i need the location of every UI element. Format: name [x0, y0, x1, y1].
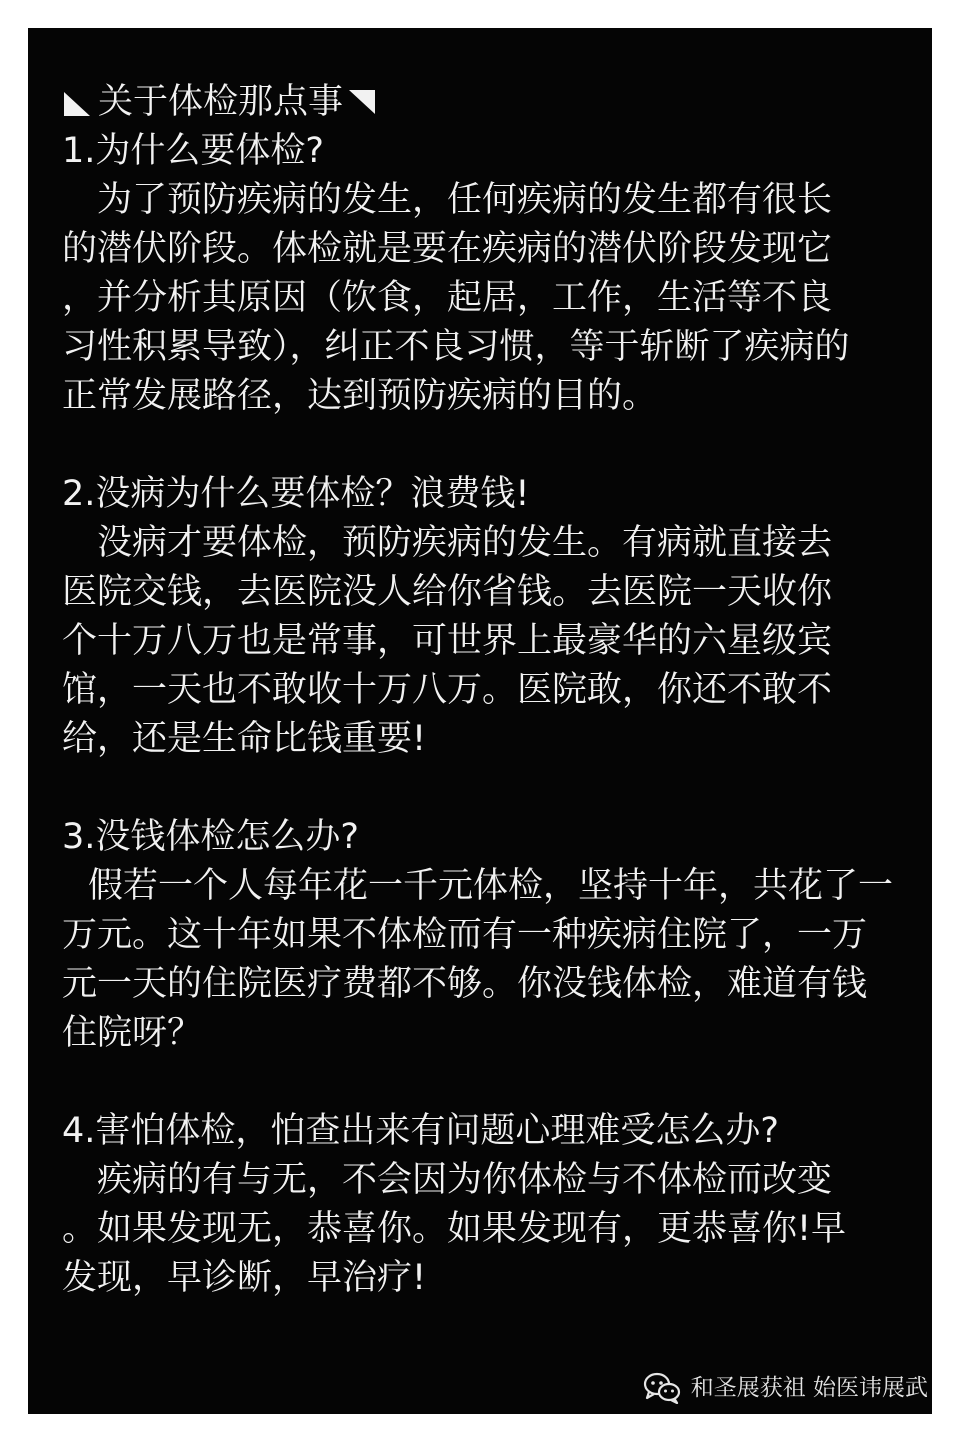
section-answer: 假若一个人每年花一千元体检，坚持十年，共花了一万元。这十年如果不体检而有一种疾病住院了，一万元一天的住院医疗费都不够。你没钱体检，难道有钱住院呀？ [62, 866, 894, 1053]
watermark [643, 1372, 928, 1404]
document-title-row [62, 78, 902, 127]
section-1 [62, 127, 902, 421]
section-question: 4.害怕体检，怕查出来有问题心理难受怎么办? [62, 1111, 779, 1151]
section-question: 3.没钱体检怎么办? [62, 817, 359, 857]
section-answer: 为了预防疾病的发生，任何疾病的发生都有很长的潜伏阶段。体检就是要在疾病的潜伏阶段发现它，并分析其原因（饮食，起居，工作，生活等不良习性积累导致），纠正不良习惯，等于斩断了疾病的正常发展路径，达到预防疾病的目的。 [62, 180, 850, 416]
document-panel [28, 28, 932, 1414]
section-answer: 没病才要体检，预防疾病的发生。有病就直接去医院交钱，去医院没人给你省钱。去医院一天收你个十万八万也是常事，可世界上最豪华的六星级宾馆，一天也不敢收十万八万。医院敢，你还不敢不给，还是生命比钱重要! [62, 523, 833, 759]
document-title: 关于体检那点事 [98, 82, 344, 122]
bottom-left-corner-triangle-icon [62, 88, 92, 118]
section-2 [62, 470, 902, 764]
top-right-corner-triangle-icon [347, 88, 377, 118]
section-answer: 疾病的有与无，不会因为你体检与不体检而改变。如果发现无，恭喜你。如果发现有，更恭喜你!早发现，早诊断，早治疗! [62, 1160, 847, 1298]
watermark-text: 和圣展获祖 始医讳展武 [690, 1375, 928, 1401]
section-3 [62, 813, 902, 1058]
wechat-icon [643, 1372, 681, 1404]
section-question: 1.为什么要体检? [62, 131, 324, 171]
section-question: 2.没病为什么要体检？浪费钱! [62, 474, 530, 514]
section-4 [62, 1107, 902, 1303]
